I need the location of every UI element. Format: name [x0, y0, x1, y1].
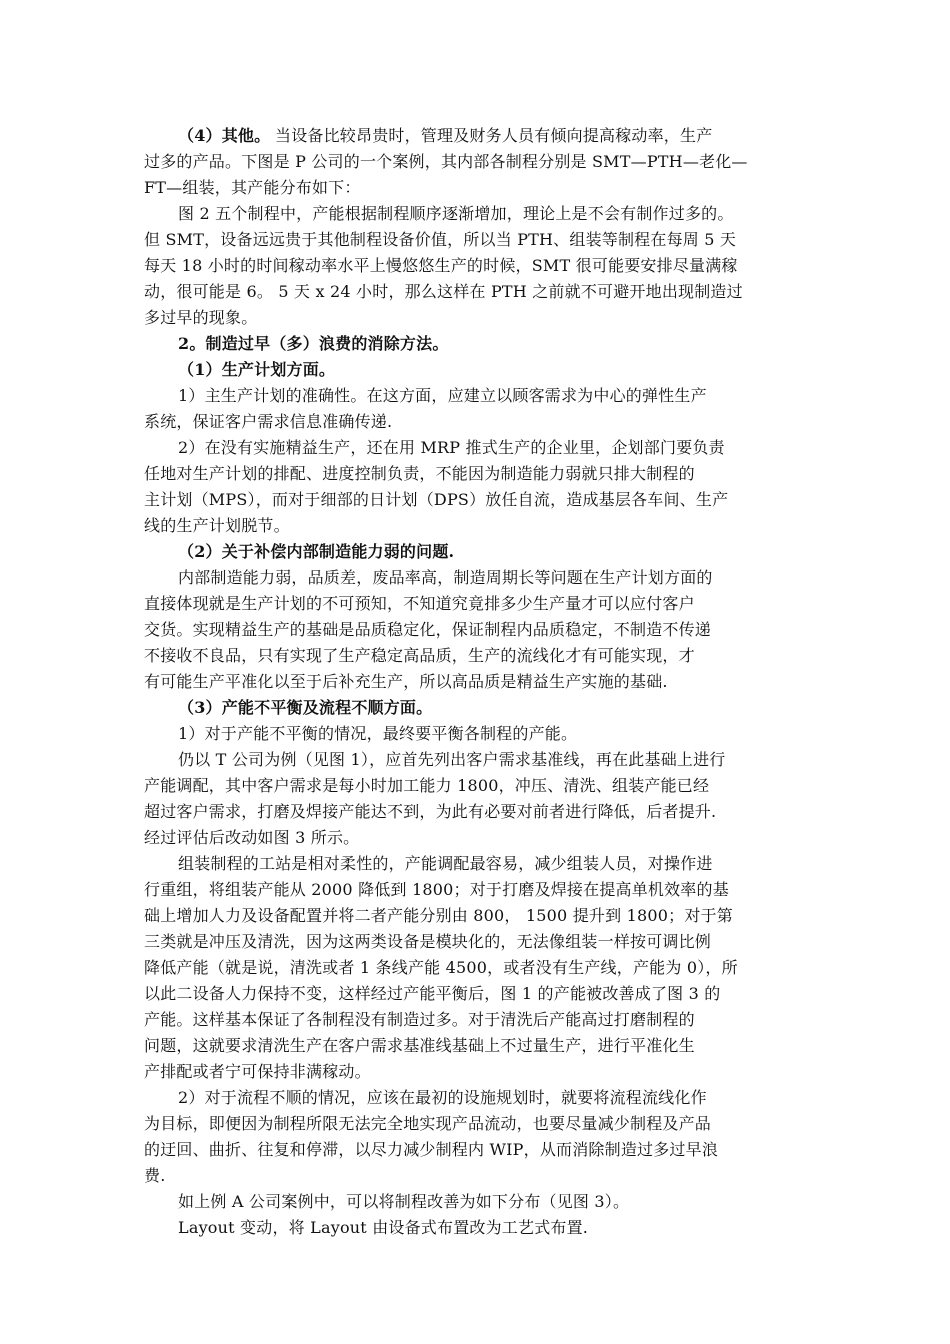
text-line: 直接体现就是生产计划的不可预知，不知道究竟排多少生产量才可以应付客户 [144, 594, 695, 613]
text-line: 1）主生产计划的准确性。在这方面，应建立以顾客需求为中心的弹性生产 [178, 386, 707, 405]
text-line: 如上例 A 公司案例中，可以将制程改善为如下分布（见图 3）。 [178, 1192, 630, 1211]
subsection-heading: （1）生产计划方面。 [178, 360, 336, 379]
text-line: 多过早的现象。 [144, 308, 258, 327]
text-line: 产排配或者宁可保持非满稼动。 [144, 1062, 371, 1081]
subsection-heading: （3）产能不平衡及流程不顺方面。 [178, 698, 433, 717]
text-line: 任地对生产计划的排配、进度控制负责，不能因为制造能力弱就只排大制程的 [144, 464, 695, 483]
text-line: 础上增加人力及设备配置并将二者产能分别由 800， 1500 提升到 1800；对于第 [144, 906, 733, 925]
text-line: 产能。这样基本保证了各制程没有制造过多。对于清洗后产能高过打磨制程的 [144, 1010, 695, 1029]
text-line: 不接收不良品，只有实现了生产稳定高品质，生产的流线化才有可能实现，才 [144, 646, 695, 665]
text-line: 主计划（MPS），而对于细部的日计划（DPS）放任自流，造成基层各车间、生产 [144, 490, 729, 509]
text-line: 每天 18 小时的时间稼动率水平上慢悠悠生产的时候，SMT 很可能要安排尽量满稼 [144, 256, 738, 275]
text-line: Layout 变动，将 Layout 由设备式布置改为工艺式布置. [178, 1218, 589, 1237]
text-line: 降低产能（就是说，清洗或者 1 条线产能 4500，或者没有生产线，产能为 0），所 [144, 958, 738, 977]
text-line: 系统，保证客户需求信息准确传递. [144, 412, 393, 431]
text-line: 三类就是冲压及清洗，因为这两类设备是模块化的，无法像组装一样按可调比例 [144, 932, 712, 951]
text-line: 经过评估后改动如图 3 所示。 [144, 828, 360, 847]
text-line: 过多的产品。下图是 P 公司的一个案例，其内部各制程分别是 SMT—PTH—老化— [144, 152, 748, 171]
text-line: 2）在没有实施精益生产，还在用 MRP 推式生产的企业里，企划部门要负责 [178, 438, 725, 457]
text-line: 但 SMT，设备远远贵于其他制程设备价值，所以当 PTH、组装等制程在每周 5 天 [144, 230, 737, 249]
subsection-heading: （2）关于补偿内部制造能力弱的问题. [178, 542, 455, 561]
text-line: 的迂回、曲折、往复和停滞，以尽力减少制程内 WIP，从而消除制造过多过早浪 [144, 1140, 719, 1159]
text-line: 交货。实现精益生产的基础是品质稳定化，保证制程内品质稳定，不制造不传递 [144, 620, 712, 639]
heading-other: （4）其他。 [178, 126, 271, 145]
text-line: 当设备比较昂贵时，管理及财务人员有倾向提高稼动率，生产 [275, 126, 713, 145]
text-line: 以此二设备人力保持不变，这样经过产能平衡后，图 1 的产能被改善成了图 3 的 [144, 984, 721, 1003]
text-line: 1）对于产能不平衡的情况，最终要平衡各制程的产能。 [178, 724, 578, 743]
text-line: 有可能生产平准化以至于后补充生产，所以高品质是精益生产实施的基础. [144, 672, 668, 691]
text-line: 内部制造能力弱，品质差，废品率高，制造周期长等问题在生产计划方面的 [178, 568, 713, 587]
text-line: 图 2 五个制程中，产能根据制程顺序逐渐增加，理论上是不会有制作过多的。 [178, 204, 734, 223]
text-line: 行重组，将组装产能从 2000 降低到 1800；对于打磨及焊接在提高单机效率的基 [144, 880, 729, 899]
text-line: 为目标，即便因为制程所限无法完全地实现产品流动，也要尽量减少制程及产品 [144, 1114, 712, 1133]
text-line: 组装制程的工站是相对柔性的，产能调配最容易，减少组装人员，对操作进 [178, 854, 713, 873]
text-line: 产能调配，其中客户需求是每小时加工能力 1800，冲压、清洗、组装产能已经 [144, 776, 710, 795]
text-line: 仍以 T 公司为例（见图 1），应首先列出客户需求基准线，再在此基础上进行 [178, 750, 726, 769]
text-line: 动，很可能是 6。 5 天 x 24 小时，那么这样在 PTH 之前就不可避开地出现制造过 [144, 282, 743, 301]
text-line: 超过客户需求，打磨及焊接产能达不到，为此有必要对前者进行降低，后者提升. [144, 802, 717, 821]
text-line: 费. [144, 1166, 166, 1185]
section-heading: 2。制造过早（多）浪费的消除方法。 [178, 334, 449, 353]
text-line: 2）对于流程不顺的情况，应该在最初的设施规划时，就要将流程流线化作 [178, 1088, 707, 1107]
text-line: FT—组装，其产能分布如下： [144, 178, 361, 197]
text-line: 线的生产计划脱节。 [144, 516, 290, 535]
text-line: 问题，这就要求清洗生产在客户需求基准线基础上不过量生产，进行平准化生 [144, 1036, 695, 1055]
